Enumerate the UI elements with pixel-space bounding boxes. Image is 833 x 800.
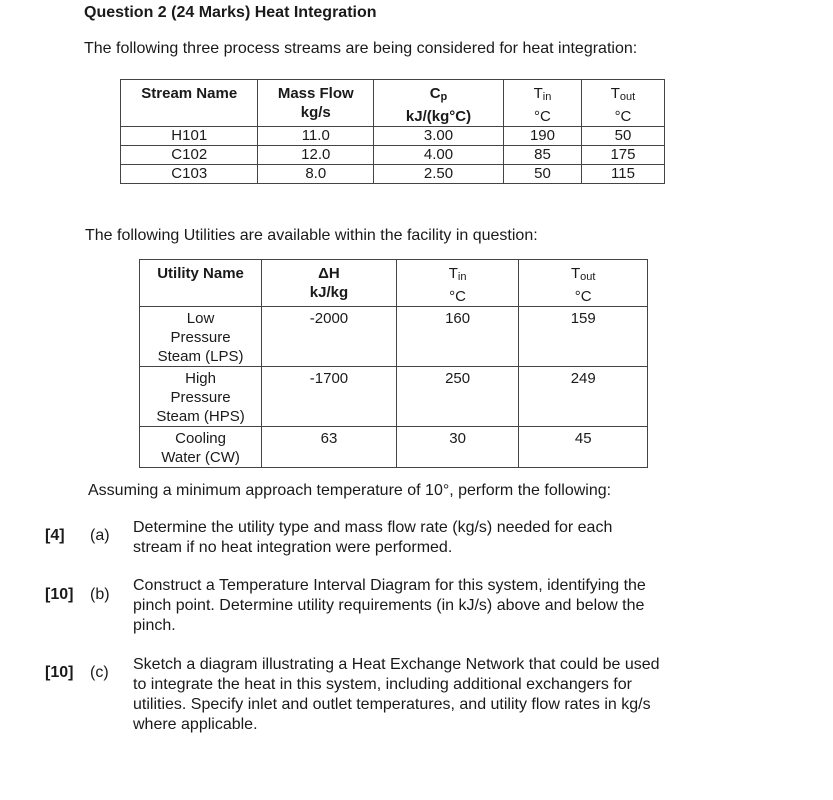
- utility-tout-cell: 249: [519, 367, 648, 427]
- tout-cell: 175: [581, 146, 664, 165]
- mass-flow-cell: 11.0: [258, 127, 374, 146]
- part-a-letter: (a): [90, 527, 110, 544]
- tout-cell: 115: [581, 165, 664, 184]
- part-b-marks: [10]: [45, 586, 74, 603]
- utility-tin-cell: 160: [396, 307, 519, 367]
- tout-header: Tout °C: [581, 80, 664, 127]
- table-row: [140, 427, 648, 468]
- table-row: [140, 367, 648, 427]
- tin-cell: 50: [503, 165, 581, 184]
- process-streams-table: [120, 79, 665, 184]
- cp-header: Cp kJ/(kg°C): [374, 80, 504, 127]
- table-row: [121, 165, 665, 184]
- table-row: [121, 127, 665, 146]
- question-title: Question 2 (24 Marks) Heat Integration: [84, 4, 377, 21]
- stream-name-cell: H101: [121, 127, 258, 146]
- tin-cell: 190: [503, 127, 581, 146]
- utility-tin-cell: 250: [396, 367, 519, 427]
- streams-header-row: [121, 80, 665, 127]
- utilities-intro-text: The following Utilities are available within the facility in question:: [85, 227, 538, 244]
- part-c-text: Sketch a diagram illustrating a Heat Exchange Network that could be used to integrate the heat in this system, including additional exchangers for utilities. Specify inlet and outlet temperatures, and utility flow rates in kg/s where applicable.: [133, 656, 660, 733]
- part-a-marks: [4]: [45, 527, 65, 544]
- part-c-marks: [10]: [45, 664, 74, 681]
- utility-name-cell: Cooling Water (CW): [140, 427, 262, 468]
- streams-intro-text: The following three process streams are being considered for heat integration:: [84, 40, 638, 57]
- cp-cell: 2.50: [374, 165, 504, 184]
- utility-tin-header: Tin °C: [396, 260, 519, 307]
- cp-cell: 3.00: [374, 127, 504, 146]
- utility-name-header: Utility Name: [140, 260, 262, 307]
- utility-name-cell: Low Pressure Steam (LPS): [140, 307, 262, 367]
- mass-flow-header: Mass Flow kg/s: [258, 80, 374, 127]
- utility-tout-cell: 159: [519, 307, 648, 367]
- utilities-table: [139, 259, 648, 468]
- dh-cell: -2000: [262, 307, 397, 367]
- tin-header: Tin °C: [503, 80, 581, 127]
- utility-name-cell: High Pressure Steam (HPS): [140, 367, 262, 427]
- part-c-letter: (c): [90, 664, 109, 681]
- dh-cell: 63: [262, 427, 397, 468]
- stream-name-cell: C103: [121, 165, 258, 184]
- part-b-letter: (b): [90, 586, 110, 603]
- assumption-text: Assuming a minimum approach temperature of 10°, perform the following:: [88, 482, 612, 499]
- mass-flow-cell: 12.0: [258, 146, 374, 165]
- dh-header: ΔH kJ/kg: [262, 260, 397, 307]
- mass-flow-cell: 8.0: [258, 165, 374, 184]
- dh-cell: -1700: [262, 367, 397, 427]
- cp-cell: 4.00: [374, 146, 504, 165]
- table-row: [140, 307, 648, 367]
- utility-tout-cell: 45: [519, 427, 648, 468]
- table-row: [121, 146, 665, 165]
- part-b-text: Construct a Temperature Interval Diagram for this system, identifying the pinch point. Determine utility requirements (in kJ/s) above and below the pinch.: [133, 577, 646, 634]
- part-a-text: Determine the utility type and mass flow rate (kg/s) needed for each stream if no heat integration were performed.: [133, 519, 613, 556]
- utility-tin-cell: 30: [396, 427, 519, 468]
- tout-cell: 50: [581, 127, 664, 146]
- utilities-header-row: [140, 260, 648, 307]
- stream-name-header: Stream Name: [121, 80, 258, 127]
- stream-name-cell: C102: [121, 146, 258, 165]
- utility-tout-header: Tout °C: [519, 260, 648, 307]
- tin-cell: 85: [503, 146, 581, 165]
